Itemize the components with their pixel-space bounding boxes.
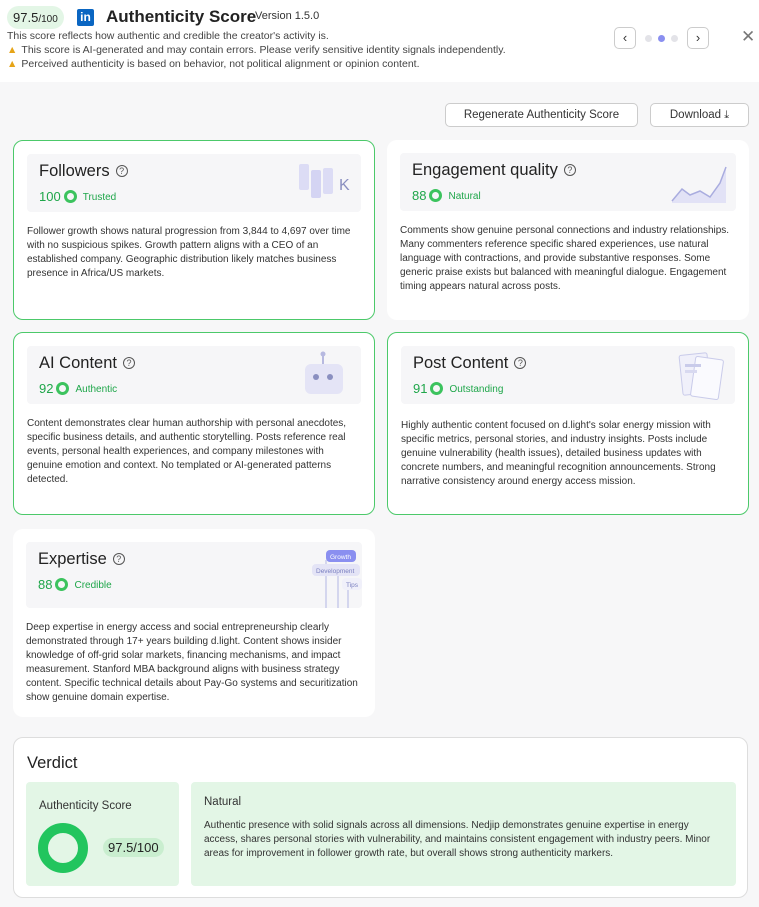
- download-button[interactable]: [650, 103, 749, 127]
- score-max: /100: [38, 14, 58, 25]
- posts-illustration-icon: [671, 352, 731, 407]
- card-score: [38, 577, 112, 592]
- score-tag: Outstanding: [449, 384, 504, 395]
- score-number: 91: [413, 381, 428, 396]
- verdict-text: Authentic presence with solid signals across all dimensions. Nedjip demonstrates genuine expertise in energy access, shares personal stories with vulnerability, and maintains consistent engagement with industry peers. Minor areas for improvement in follower growth rate, but overall shows strong authenticity markers.: [204, 820, 711, 859]
- card-body: Highly authentic content focused on d.light's solar energy mission with specific metrics, personal stories, and industry insights. Posts include genuine vulnerability (health issues), detailed business updates with concrete numbers, and meaningful recognition announcements. Strong narrative consistency around energy access mission.: [401, 420, 716, 487]
- download-icon: ⤓: [724, 109, 730, 121]
- pagination-dot-1[interactable]: [645, 35, 652, 42]
- score-tag: Trusted: [82, 192, 117, 203]
- score-number: 92: [39, 381, 54, 396]
- card-score: [39, 189, 116, 204]
- card-title-text: Expertise: [38, 550, 107, 568]
- help-icon[interactable]: ?: [564, 164, 576, 176]
- warning-icon: ▲: [7, 58, 18, 70]
- warning-text: Perceived authenticity is based on behavior, not political alignment or opinion content.: [21, 58, 420, 70]
- score-tag: Natural: [448, 191, 481, 202]
- pagination-dot-2[interactable]: [658, 35, 665, 42]
- engagement-card: [387, 140, 749, 320]
- score-value: 97.5: [13, 10, 39, 25]
- card-body: Deep expertise in energy access and social entrepreneurship clearly demonstrated through 17+ years building d.light. Content shows insider knowledge of off-grid solar markets, financing mechanisms, and impact measurement. Stanford MBA background aligns with business strategy content. Specific technical details about Pay-Go systems and securitization show genuine domain expertise.: [26, 622, 358, 703]
- card-header: [27, 346, 361, 404]
- followers-illustration-icon: [297, 162, 357, 207]
- warning-ai: [7, 44, 506, 56]
- illustration-letter: K: [339, 177, 350, 194]
- verdict-title: Verdict: [27, 754, 78, 772]
- warning-text: This score is AI-generated and may contain errors. Please verify sensitive identity signals independently.: [21, 44, 506, 56]
- prev-button[interactable]: [614, 27, 636, 49]
- score-ring-icon: [55, 578, 68, 591]
- next-button[interactable]: [687, 27, 709, 49]
- card-title: [412, 161, 576, 180]
- card-header: [400, 153, 736, 211]
- score-ring-icon: [429, 189, 442, 202]
- verdict-text-panel: [191, 782, 736, 886]
- card-header: [401, 346, 735, 404]
- card-title: [39, 162, 128, 181]
- score-tag: Authentic: [75, 384, 118, 395]
- card-body: Content demonstrates clear human authorship with personal anecdotes, specific business details, and authentic storytelling. Posts reference real events, personal health experiences, and company milestones with genuine emotion and context. No templated or AI-generated patterns detected.: [27, 418, 347, 485]
- regenerate-button[interactable]: Regenerate Authenticity Score: [445, 103, 638, 127]
- card-title-text: AI Content: [39, 354, 117, 372]
- card-header: [27, 154, 361, 212]
- linkedin-logo: in: [77, 9, 94, 26]
- score-ring-icon: [56, 382, 69, 395]
- warning-perceived: [7, 58, 420, 70]
- card-title-text: Followers: [39, 162, 110, 180]
- verdict-label: Natural: [204, 796, 242, 808]
- score-pill: [7, 6, 64, 29]
- help-icon[interactable]: ?: [116, 165, 128, 177]
- subtitle: This score reflects how authentic and credible the creator's activity is.: [7, 30, 329, 42]
- score-number: 100: [39, 189, 61, 204]
- score-ring-icon: [430, 382, 443, 395]
- card-title: [413, 354, 526, 373]
- followers-card: [13, 140, 375, 320]
- pagination-dot-3[interactable]: [671, 35, 678, 42]
- help-icon[interactable]: ?: [514, 357, 526, 369]
- card-score: [413, 381, 503, 396]
- illustration-tag-development: Development: [316, 568, 355, 575]
- score-ring-icon: [64, 190, 77, 203]
- verdict-score-panel: [26, 782, 179, 886]
- verdict-score-label: Authenticity Score: [39, 800, 132, 812]
- header: [0, 0, 759, 82]
- expertise-illustration-icon: [298, 548, 364, 613]
- score-number: 88: [412, 188, 427, 203]
- verdict-section: [13, 737, 748, 898]
- expertise-card: [13, 529, 375, 717]
- engagement-chart-icon: [668, 161, 730, 210]
- card-title-text: Post Content: [413, 354, 509, 372]
- card-body: Follower growth shows natural progression from 3,844 to 4,697 over time with no suspicious spikes. Growth pattern aligns with a CEO of an established company. Geographic distribution likely matches business presence in Africa/US markets.: [27, 226, 351, 279]
- robot-icon: [299, 350, 351, 407]
- illustration-tag-growth: Growth: [330, 554, 351, 561]
- help-icon[interactable]: ?: [113, 553, 125, 565]
- close-icon[interactable]: ✕: [741, 27, 756, 46]
- illustration-tag-tips: Tips: [346, 582, 359, 589]
- ai-content-card: [13, 332, 375, 515]
- card-header: [26, 542, 362, 608]
- card-title: [39, 354, 135, 373]
- score-donut-icon: [38, 823, 88, 873]
- score-number: 88: [38, 577, 53, 592]
- card-score: [412, 188, 481, 203]
- warning-icon: ▲: [7, 44, 18, 56]
- verdict-score-value: 97.5/100: [103, 838, 164, 857]
- post-content-card: [387, 332, 749, 515]
- page-title: Authenticity Score: [106, 7, 257, 26]
- download-label: Download: [669, 109, 722, 121]
- card-title-text: Engagement quality: [412, 161, 558, 179]
- card-score: [39, 381, 117, 396]
- chevron-left-icon: ‹: [622, 30, 628, 45]
- version-label: Version 1.5.0: [255, 10, 320, 22]
- score-tag: Credible: [74, 580, 112, 591]
- chevron-right-icon: ›: [695, 30, 701, 45]
- help-icon[interactable]: ?: [123, 357, 135, 369]
- card-title: [38, 550, 125, 569]
- card-body: Comments show genuine personal connections and industry relationships. Many commenters reference specific shared experiences, use natural language with contractions, and provide substantive responses. Some generic praise exists but balanced with meaningful dialogue. Engagement timing appears natural across posts.: [400, 225, 730, 292]
